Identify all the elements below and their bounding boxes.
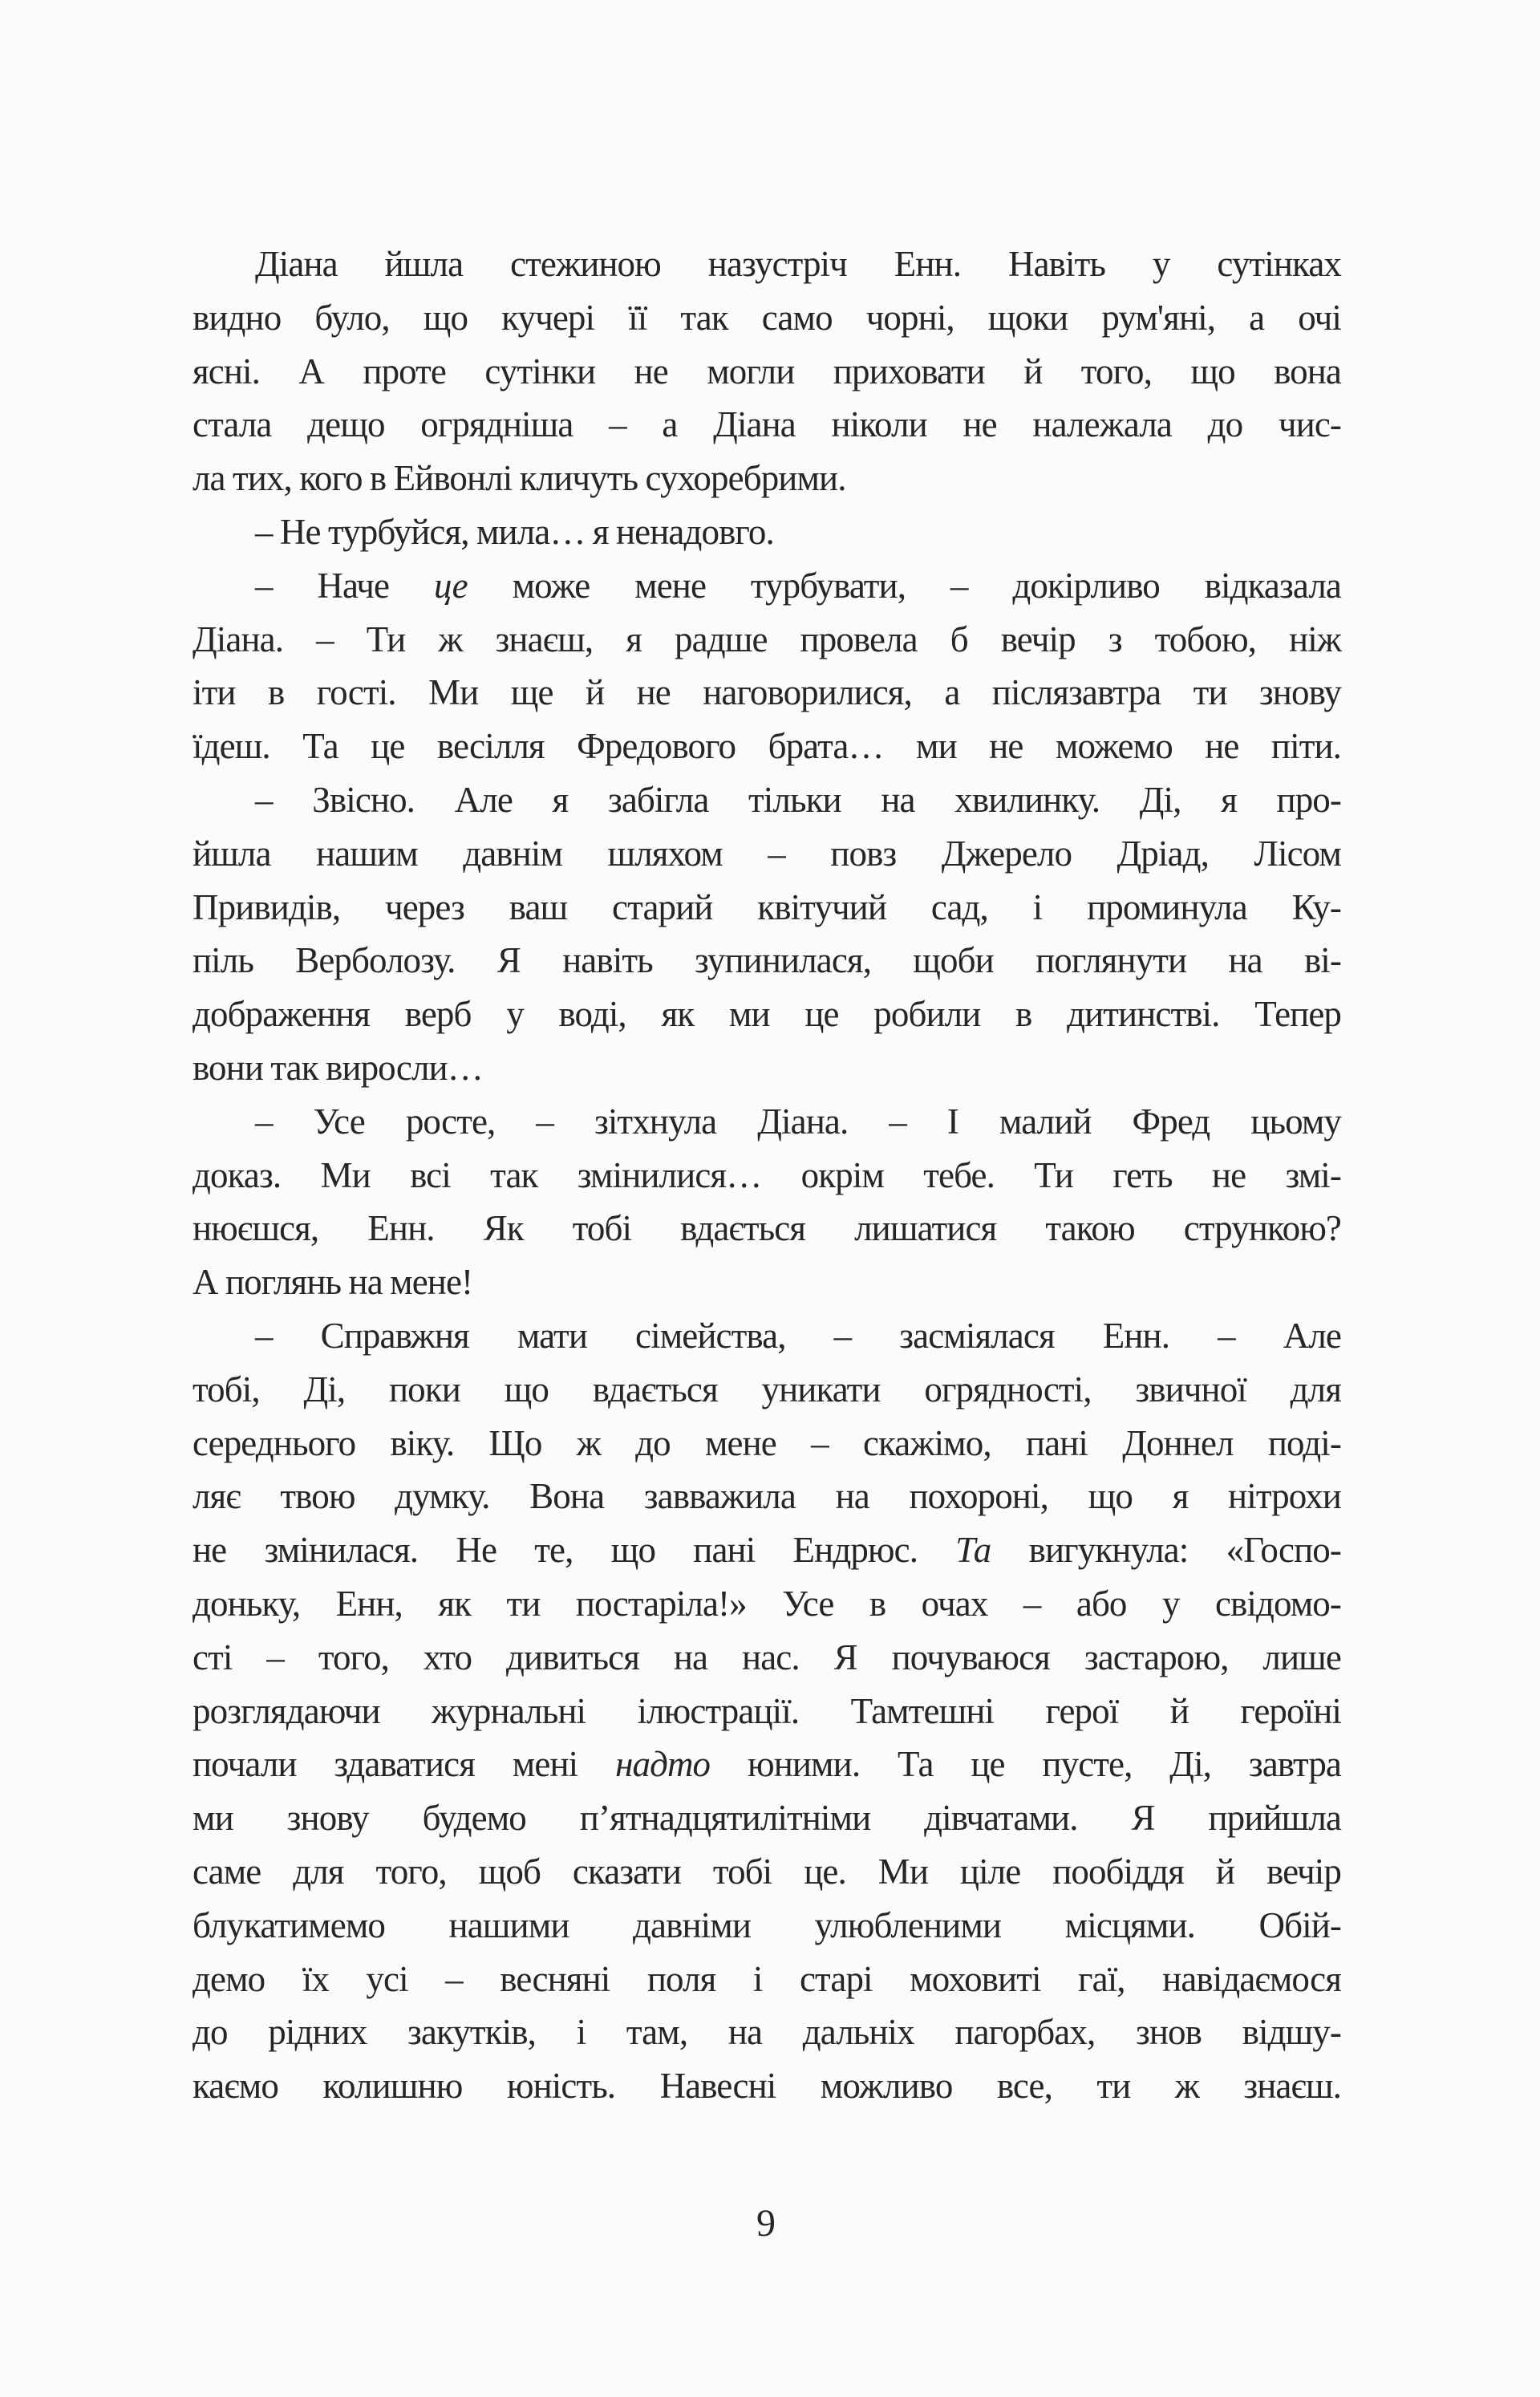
text-line	[192, 1791, 1341, 1845]
text-line	[192, 827, 1341, 881]
text-run: блукатимемо нашими давніми улюбленими місцями. Обій-	[192, 1904, 1341, 1945]
text-line	[192, 988, 1341, 1041]
text-run: – Усе росте, – зітхнула Діана. – І малий Фред цьому	[255, 1101, 1341, 1142]
text-run: може мене турбувати, – докірливо відказала	[467, 565, 1341, 606]
text-line	[192, 1631, 1341, 1685]
text-run: Діана йшла стежиною назустріч Енн. Навіть у сутінках	[255, 244, 1341, 284]
text-run: вони так виросли…	[192, 1047, 483, 1088]
text-line	[192, 934, 1341, 988]
text-line	[192, 1845, 1341, 1899]
text-line	[192, 1309, 1341, 1363]
body-text	[192, 237, 1341, 2113]
text-run: піль Верболозу. Я навіть зупинилася, щоби поглянути на ві-	[192, 940, 1341, 981]
text-line	[192, 1899, 1341, 1953]
text-run: тобі, Ді, поки що вдається уникати огрядності, звичної для	[192, 1369, 1341, 1409]
italic-text: Та	[955, 1530, 991, 1571]
text-run: А поглянь на мене!	[192, 1262, 473, 1303]
text-run: їдеш. Та це весілля Фредового брата… ми не можемо не піти.	[192, 726, 1341, 767]
text-line	[192, 1255, 1341, 1309]
text-run: – Справжня мати сімейства, – засміялася Енн. – Але	[255, 1315, 1341, 1356]
text-run: ми знову будемо п’ятнадцятилітніми дівчатами. Я прийшла	[192, 1798, 1341, 1839]
text-line	[192, 1470, 1341, 1523]
text-line	[192, 2006, 1341, 2059]
text-run: ясні. А проте сутінки не могли приховати й того, що вона	[192, 351, 1341, 391]
text-line	[192, 720, 1341, 773]
text-line	[192, 505, 1341, 559]
text-run: Привидів, через ваш старий квітучий сад, і проминула Ку-	[192, 886, 1341, 927]
text-line	[192, 1202, 1341, 1255]
text-line	[192, 559, 1341, 613]
text-line	[192, 1095, 1341, 1149]
text-line	[192, 1577, 1341, 1631]
italic-text: це	[433, 565, 468, 606]
text-line	[192, 881, 1341, 935]
text-run: іти в гості. Ми ще й не наговорилися, а післязавтра ти знову	[192, 672, 1341, 713]
text-line	[192, 1417, 1341, 1470]
text-line	[192, 1953, 1341, 2006]
text-line	[192, 613, 1341, 667]
text-line	[192, 1363, 1341, 1417]
text-line	[192, 1041, 1341, 1095]
text-line	[192, 2059, 1341, 2113]
text-line	[192, 1149, 1341, 1203]
text-run: почали здаватися мені	[192, 1744, 616, 1785]
text-run: каємо колишню юність. Навесні можливо все, ти ж знаєш.	[192, 2066, 1341, 2107]
text-line	[192, 1738, 1341, 1791]
text-run: середнього віку. Що ж до мене – скажімо, пані Доннел поді-	[192, 1422, 1341, 1463]
text-line	[192, 345, 1341, 399]
text-run: – Наче	[255, 565, 434, 606]
text-run: нюєшся, Енн. Як тобі вдається лишатися такою стрункою?	[192, 1208, 1341, 1249]
text-run: доказ. Ми всі так змінилися… окрім тебе. Ти геть не змі-	[192, 1154, 1341, 1195]
text-run: ла тих, кого в Ейвонлі кличуть сухоребрими.	[192, 458, 846, 499]
text-run: вигукнула: «Госпо-	[991, 1530, 1341, 1571]
text-run: стала дещо огрядніша – а Діана ніколи не належала до чис-	[192, 404, 1341, 445]
text-run: – Не турбуйся, мила… я ненадовго.	[255, 511, 774, 552]
text-run: ляє твою думку. Вона завважила на похороні, що я нітрохи	[192, 1476, 1341, 1517]
text-run: не змінилася. Не те, що пані Ендрюс.	[192, 1530, 956, 1571]
text-run: Діана. – Ти ж знаєш, я радше провела б вечір з тобою, ніж	[192, 619, 1341, 659]
text-line	[192, 452, 1341, 505]
text-run: доньку, Енн, як ти постаріла!» Усе в очах – або у свідомо-	[192, 1583, 1341, 1624]
text-line	[192, 773, 1341, 827]
text-run: до рідних закутків, і там, на дальніх пагорбах, знов відшу-	[192, 2012, 1341, 2053]
text-run: демо їх усі – весняні поля і старі моховиті гаї, навідаємося	[192, 1958, 1341, 1999]
text-line	[192, 1523, 1341, 1577]
text-run: саме для того, щоб сказати тобі це. Ми ціле пообіддя й вечір	[192, 1851, 1341, 1892]
italic-text: надто	[615, 1744, 711, 1785]
text-line	[192, 666, 1341, 720]
text-line	[192, 237, 1341, 291]
text-run: юними. Та це пусте, Ді, завтра	[710, 1744, 1342, 1785]
text-line	[192, 291, 1341, 345]
text-run: видно було, що кучері її так само чорні, щоки рум'яні, а очі	[192, 297, 1341, 338]
text-line	[192, 398, 1341, 452]
text-run: дображення верб у воді, як ми це робили в дитинстві. Тепер	[192, 994, 1341, 1035]
text-line	[192, 1685, 1341, 1738]
text-run: – Звісно. Але я забігла тільки на хвилинку. Ді, я про-	[255, 779, 1341, 820]
text-run: сті – того, хто дивиться на нас. Я почуваюся застарою, лише	[192, 1637, 1341, 1677]
page-number: 9	[756, 2202, 776, 2245]
text-run: розглядаючи журнальні ілюстрації. Тамтешні герої й героїні	[192, 1690, 1341, 1731]
text-run: йшла нашим давнім шляхом – повз Джерело Дріад, Лісом	[192, 833, 1341, 874]
